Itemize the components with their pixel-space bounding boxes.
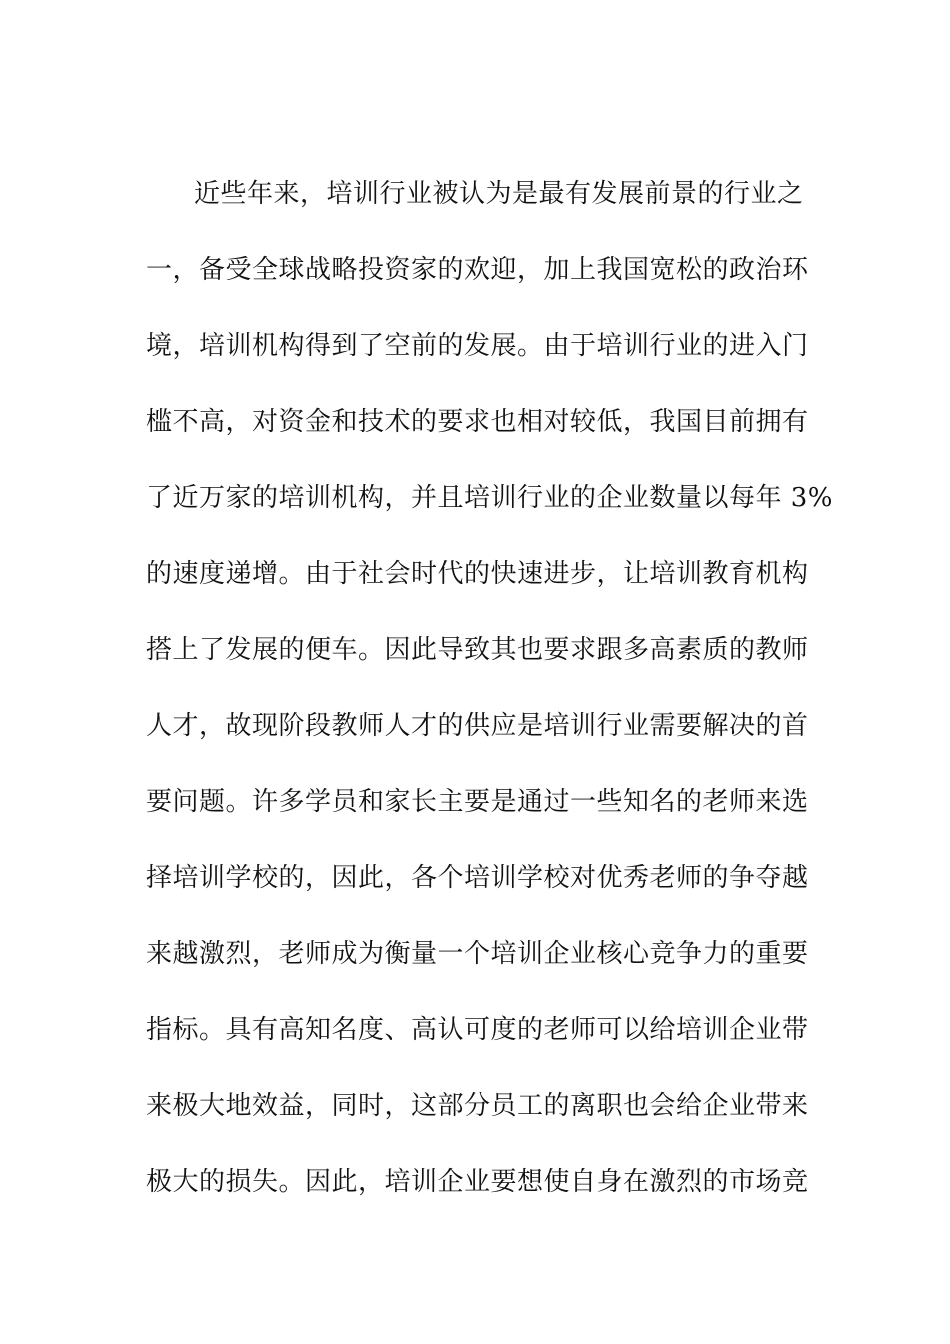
paragraph-line: 极大的损失。因此，培训企业要想使自身在激烈的市场竞 <box>146 1167 809 1197</box>
paragraph-line: 的速度递增。由于社会时代的快速进步，让培训教育机构 <box>146 559 809 589</box>
paragraph-line: 人才，故现阶段教师人才的供应是培训行业需要解决的首 <box>146 711 809 741</box>
paragraph-line: 一，备受全球战略投资家的欢迎，加上我国宽松的政治环 <box>146 255 809 285</box>
paragraph-line: 要问题。许多学员和家长主要是通过一些知名的老师来选 <box>146 787 809 817</box>
paragraph-line: 了近万家的培训机构，并且培训行业的企业数量以每年 3% <box>146 483 834 513</box>
paragraph-line: 近些年来，培训行业被认为是最有发展前景的行业之 <box>194 179 804 209</box>
paragraph-line: 搭上了发展的便车。因此导致其也要求跟多高素质的教师 <box>146 635 809 665</box>
paragraph-line: 择培训学校的，因此，各个培训学校对优秀老师的争夺越 <box>146 863 809 893</box>
paragraph-line: 来极大地效益，同时，这部分员工的离职也会给企业带来 <box>146 1091 809 1121</box>
paragraph-line: 指标。具有高知名度、高认可度的老师可以给培训企业带 <box>146 1015 809 1045</box>
paragraph-line: 境，培训机构得到了空前的发展。由于培训行业的进入门 <box>146 331 809 361</box>
paragraph-line: 槛不高，对资金和技术的要求也相对较低，我国目前拥有 <box>146 407 809 437</box>
body-paragraph <box>146 168 834 1232</box>
paragraph-line: 来越激烈，老师成为衡量一个培训企业核心竞争力的重要 <box>146 939 809 969</box>
